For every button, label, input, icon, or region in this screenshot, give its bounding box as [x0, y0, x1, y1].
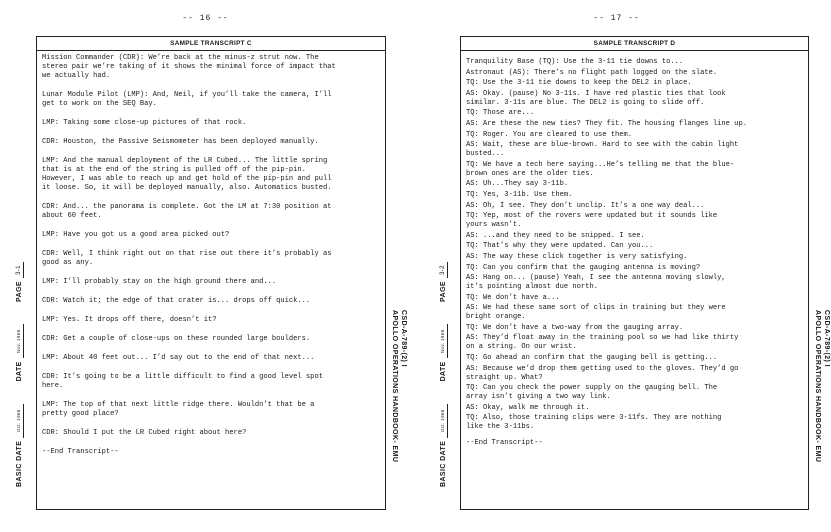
right-page	[411, 0, 830, 532]
handbook-title: APOLLO OPERATIONS HANDBOOK- EMU	[814, 310, 821, 463]
transcript-title: SAMPLE TRANSCRIPT D	[461, 37, 808, 51]
transcript-line: CDR: It’s going to be a little difficult to find a good level spot here.	[42, 373, 323, 390]
document-id: CSD-A-789-(2) I	[400, 310, 407, 367]
page-number: -- 16 --	[182, 14, 229, 23]
transcript-body	[37, 51, 385, 457]
transcript-line: AS: Okay, walk me through it.	[466, 403, 590, 412]
page-value: 3-2	[439, 262, 448, 278]
transcript-line: AS: Wait, these are blue-brown. Hard to see with the cabin light busted...	[466, 141, 739, 159]
handbook-strip	[813, 310, 831, 510]
transcript-title: SAMPLE TRANSCRIPT C	[37, 37, 385, 51]
change-date-label: DATE	[15, 361, 23, 382]
transcript-line: AS: Okay. (pause) No 3-11s. I have red plastic ties that look similar. 3-11s are blue. The DEL2 is going to slide off.	[466, 89, 726, 107]
basic-date-label: BASIC DATE	[15, 440, 23, 487]
transcript-line: CDR: Watch it; the edge of that crater is... drops off quick...	[42, 297, 311, 305]
transcript-frame	[460, 36, 809, 510]
transcript-line: LMP: About 40 feet out... I’d say out to the end of that next...	[42, 354, 315, 362]
basic-date-value: Oct. 1966	[15, 404, 24, 438]
transcript-line: TQ: Also, those training clips were 3-11fs. They are nothing like the 3-11bs.	[466, 414, 722, 432]
transcript-line: CDR: Houston, the Passive Seismometer has been deployed manually.	[42, 138, 319, 146]
transcript-line: AS: The way these click together is very satisfying.	[466, 252, 688, 261]
transcript-line: LMP: Have you got us a good area picked out?	[42, 231, 230, 239]
transcript-line: CDR: Get a couple of close-ups on these rounded large boulders.	[42, 335, 311, 343]
handbook-title: APOLLO OPERATIONS HANDBOOK- EMU	[391, 310, 398, 463]
transcript-line: TQ: Yes, 3-11b. Use them.	[466, 190, 573, 199]
handbook-strip	[390, 310, 408, 510]
transcript-line: AS: Hang on... (pause) Yeah, I see the antenna moving slowly, it’s pointing almost due north.	[466, 274, 726, 292]
transcript-line: TQ: Yep, most of the rovers were updated but it sounds like yours wasn’t.	[466, 212, 718, 230]
transcript-line: Mission Commander (CDR): We’re back at the minus-z strut now. The stereo pair we’re taking of it shows the minimal force of impact that we actually had.	[42, 54, 336, 80]
basic-date-label: BASIC DATE	[439, 440, 447, 487]
change-date-value: Nov. 1966	[439, 324, 448, 358]
transcript-line: AS: Are these the new ties? They fit. The housing flanges line up.	[466, 119, 747, 128]
transcript-line: TQ: Go ahead an confirm that the gauging bell is getting...	[466, 354, 718, 363]
basic-date-strip	[432, 262, 454, 487]
basic-date-strip	[8, 262, 30, 487]
transcript-line: TQ: We don’t have a two-way from the gauging array.	[466, 323, 684, 332]
transcript-line: LMP: I’ll probably stay on the high ground there and...	[42, 278, 277, 286]
page-label: PAGE	[439, 281, 447, 302]
transcript-line: TQ: Can you confirm that the gauging antenna is moving?	[466, 263, 701, 272]
page-label: PAGE	[15, 281, 23, 302]
transcript-line: TQ: That’s why they were updated. Can you...	[466, 242, 654, 251]
transcript-line: TQ: We have a tech here saying...He’s telling me that the blue- brown ones are the older ties.	[466, 160, 735, 178]
transcript-line: CDR: Well, I think right out on that rise out there it’s probably as good as any.	[42, 250, 332, 267]
end-transcript: --End Transcript--	[42, 448, 119, 456]
basic-date-value: Oct. 1966	[439, 404, 448, 438]
transcript-line: TQ: Those are...	[466, 109, 535, 118]
transcript-line: TQ: Use the 3-11 tie downs to keep the DEL2 in place.	[466, 79, 692, 88]
transcript-line: CDR: Should I put the LR Cubed right about here?	[42, 429, 247, 437]
transcript-line: AS: They’d float away in the training pool so we had like thirty on a string. On our wrist.	[466, 334, 739, 352]
transcript-line: LMP: And the manual deployment of the LR Cubed... The little spring that is at the end of the string is pulled off of the pip-pin. However, I was able to reach up and get hold of the pip-pin and pull it loose. So, it will be deployed manually, also. Automatics busted.	[42, 157, 332, 192]
transcript-line: Lunar Module Pilot (LMP): And, Neil, if you’ll take the camera, I’ll get to work on the SEQ Bay.	[42, 91, 332, 108]
page-value: 3-1	[15, 262, 24, 278]
transcript-line: LMP: Yes. It drops off there, doesn’t it?	[42, 316, 217, 324]
transcript-body	[461, 51, 808, 448]
transcript-line: TQ: We don’t have a...	[466, 293, 560, 302]
change-date-label: DATE	[439, 361, 447, 382]
transcript-line: AS: Uh...They say 3-11b.	[466, 180, 569, 189]
transcript-line: TQ: Can you check the power supply on the gauging bell. The array isn’t giving a two way link.	[466, 384, 718, 402]
page-number: -- 17 --	[593, 14, 640, 23]
transcript-line: TQ: Roger. You are cleared to use them.	[466, 130, 633, 139]
transcript-line: LMP: Taking some close-up pictures of that rock.	[42, 119, 247, 127]
change-date-value: Nov. 1966	[15, 324, 24, 358]
transcript-line: CDR: And... the panorama is complete. Got the LM at 7:30 position at about 60 feet.	[42, 203, 332, 220]
transcript-frame	[36, 36, 386, 510]
transcript-line: LMP: The top of that next little ridge there. Wouldn’t that be a pretty good place?	[42, 401, 315, 418]
transcript-line: AS: ...and they need to be snipped. I see.	[466, 231, 645, 240]
transcript-line: AS: We had these same sort of clips in training but they were bright orange.	[466, 304, 726, 322]
transcript-line: Tranquility Base (TQ): Use the 3-11 tie downs to...	[466, 58, 684, 66]
end-transcript: --End Transcript--	[466, 439, 543, 448]
document-id: CSD-A-789-(2) I	[823, 310, 830, 367]
transcript-line: Astronaut (AS): There’s no flight path logged on the slate.	[466, 68, 718, 77]
left-page	[0, 0, 411, 532]
transcript-line: AS: Because we’d drop them getting used to the gloves. They’d go straight up. What?	[466, 364, 739, 382]
transcript-line: AS: Oh, I see. They don’t unclip. It’s a one way deal...	[466, 201, 705, 210]
